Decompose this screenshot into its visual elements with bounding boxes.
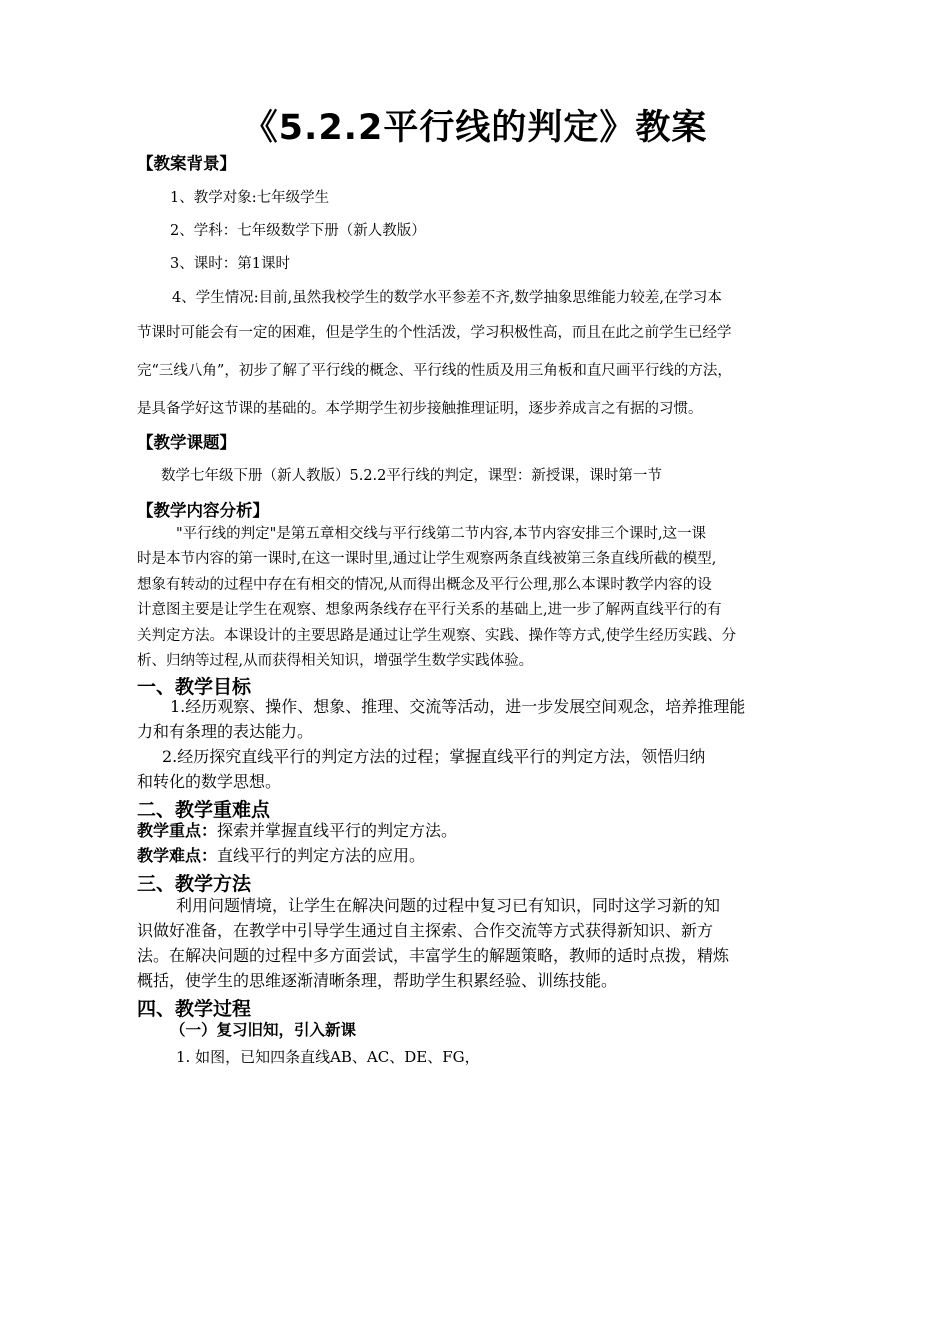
goals-line: 和转化的数学思想。 [137,772,282,791]
difficulty-row [137,843,425,868]
goals-line: 1.经历观察、操作、想象、推理、交流等活动，进一步发展空间观念，培养推理能 [170,697,746,716]
background-item: 1、教学对象:七年级学生 [170,190,330,206]
key-point-label: 教学重点： [137,821,218,840]
topic-heading: 【教学课题】 [137,433,236,452]
analysis-line: 计意图主要是让学生在观察、想象两条线存在平行关系的基础上,进一步了解两直线平行的有 [137,602,722,618]
methods-line: 识做好准备，在教学中引导学生通过自主探索、合作交流等方式获得新知识、新方 [137,921,714,940]
background-item: 2、学科：七年级数学下册（新人教版） [170,223,426,239]
background-heading: 【教案背景】 [137,154,236,173]
analysis-line: 想象有转动的过程中存在有相交的情况,从而得出概念及平行公理,那么本课时教学内容的设 [137,577,712,593]
students-line: 4、学生情况:目前,虽然我校学生的数学水平参差不齐,数学抽象思维能力较差,在学习本 [172,290,722,306]
difficulty-label: 教学难点： [137,846,218,865]
document-title: 《5.2.2平行线的判定》教案 [242,108,708,148]
analysis-line: 时是本节内容的第一课时,在这一课时里,通过让学生观察两条直线被第三条直线所截的模型, [137,551,717,567]
topic-text: 数学七年级下册（新人教版）5.2.2平行线的判定，课型：新授课，课时第一节 [161,468,662,484]
students-line: 节课时可能会有一定的困难，但是学生的个性活泼，学习积极性高，而且在此之前学生已经学 [137,325,732,341]
methods-line: 法。在解决问题的过程中多方面尝试，丰富学生的解题策略，教师的适时点拨，精炼 [137,946,730,965]
goals-line: 力和有条理的表达能力。 [137,722,314,741]
methods-line: 利用问题情境，让学生在解决问题的过程中复习已有知识，同时这学习新的知 [176,896,721,915]
process-item: 1. 如图，已知四条直线AB、AC、DE、FG， [176,1048,480,1066]
students-line: 是具备学好这节课的基础的。本学期学生初步接触推理证明，逐步养成言之有据的习惯。 [137,401,703,417]
process-heading: 四、教学过程 [137,998,252,1020]
analysis-line: 析、归纳等过程,从而获得相关知识，增强学生数学实践体验。 [137,653,534,669]
analysis-line: 关判定方法。本课设计的主要思路是通过让学生观察、实践、操作等方式,使学生经历实践、分 [137,628,737,644]
analysis-heading: 【教学内容分析】 [137,501,269,520]
students-line: 完“三线八角”，初步了解了平行线的概念、平行线的性质及用三角板和直尺画平行线的方法， [137,363,732,379]
key-point-row [137,818,457,843]
methods-line: 概括，使学生的思维逐渐清晰条理，帮助学生积累经验、训练技能。 [137,971,618,990]
difficulty-text: 直线平行的判定方法的应用。 [217,846,426,865]
analysis-line: "平行线的判定"是第五章相交线与平行线第二节内容,本节内容安排三个课时,这一课 [176,526,707,542]
goals-line: 2.经历探究直线平行的判定方法的过程；掌握直线平行的判定方法，领悟归纳 [162,747,706,766]
goals-heading: 一、教学目标 [137,676,252,698]
process-subheading: （一）复习旧知，引入新课 [170,1021,357,1039]
key-point-text: 探索并掌握直线平行的判定方法。 [217,821,458,840]
methods-heading: 三、教学方法 [137,873,252,895]
key-points-heading: 二、教学重难点 [137,799,271,821]
background-item: 3、课时：第1课时 [170,256,290,272]
